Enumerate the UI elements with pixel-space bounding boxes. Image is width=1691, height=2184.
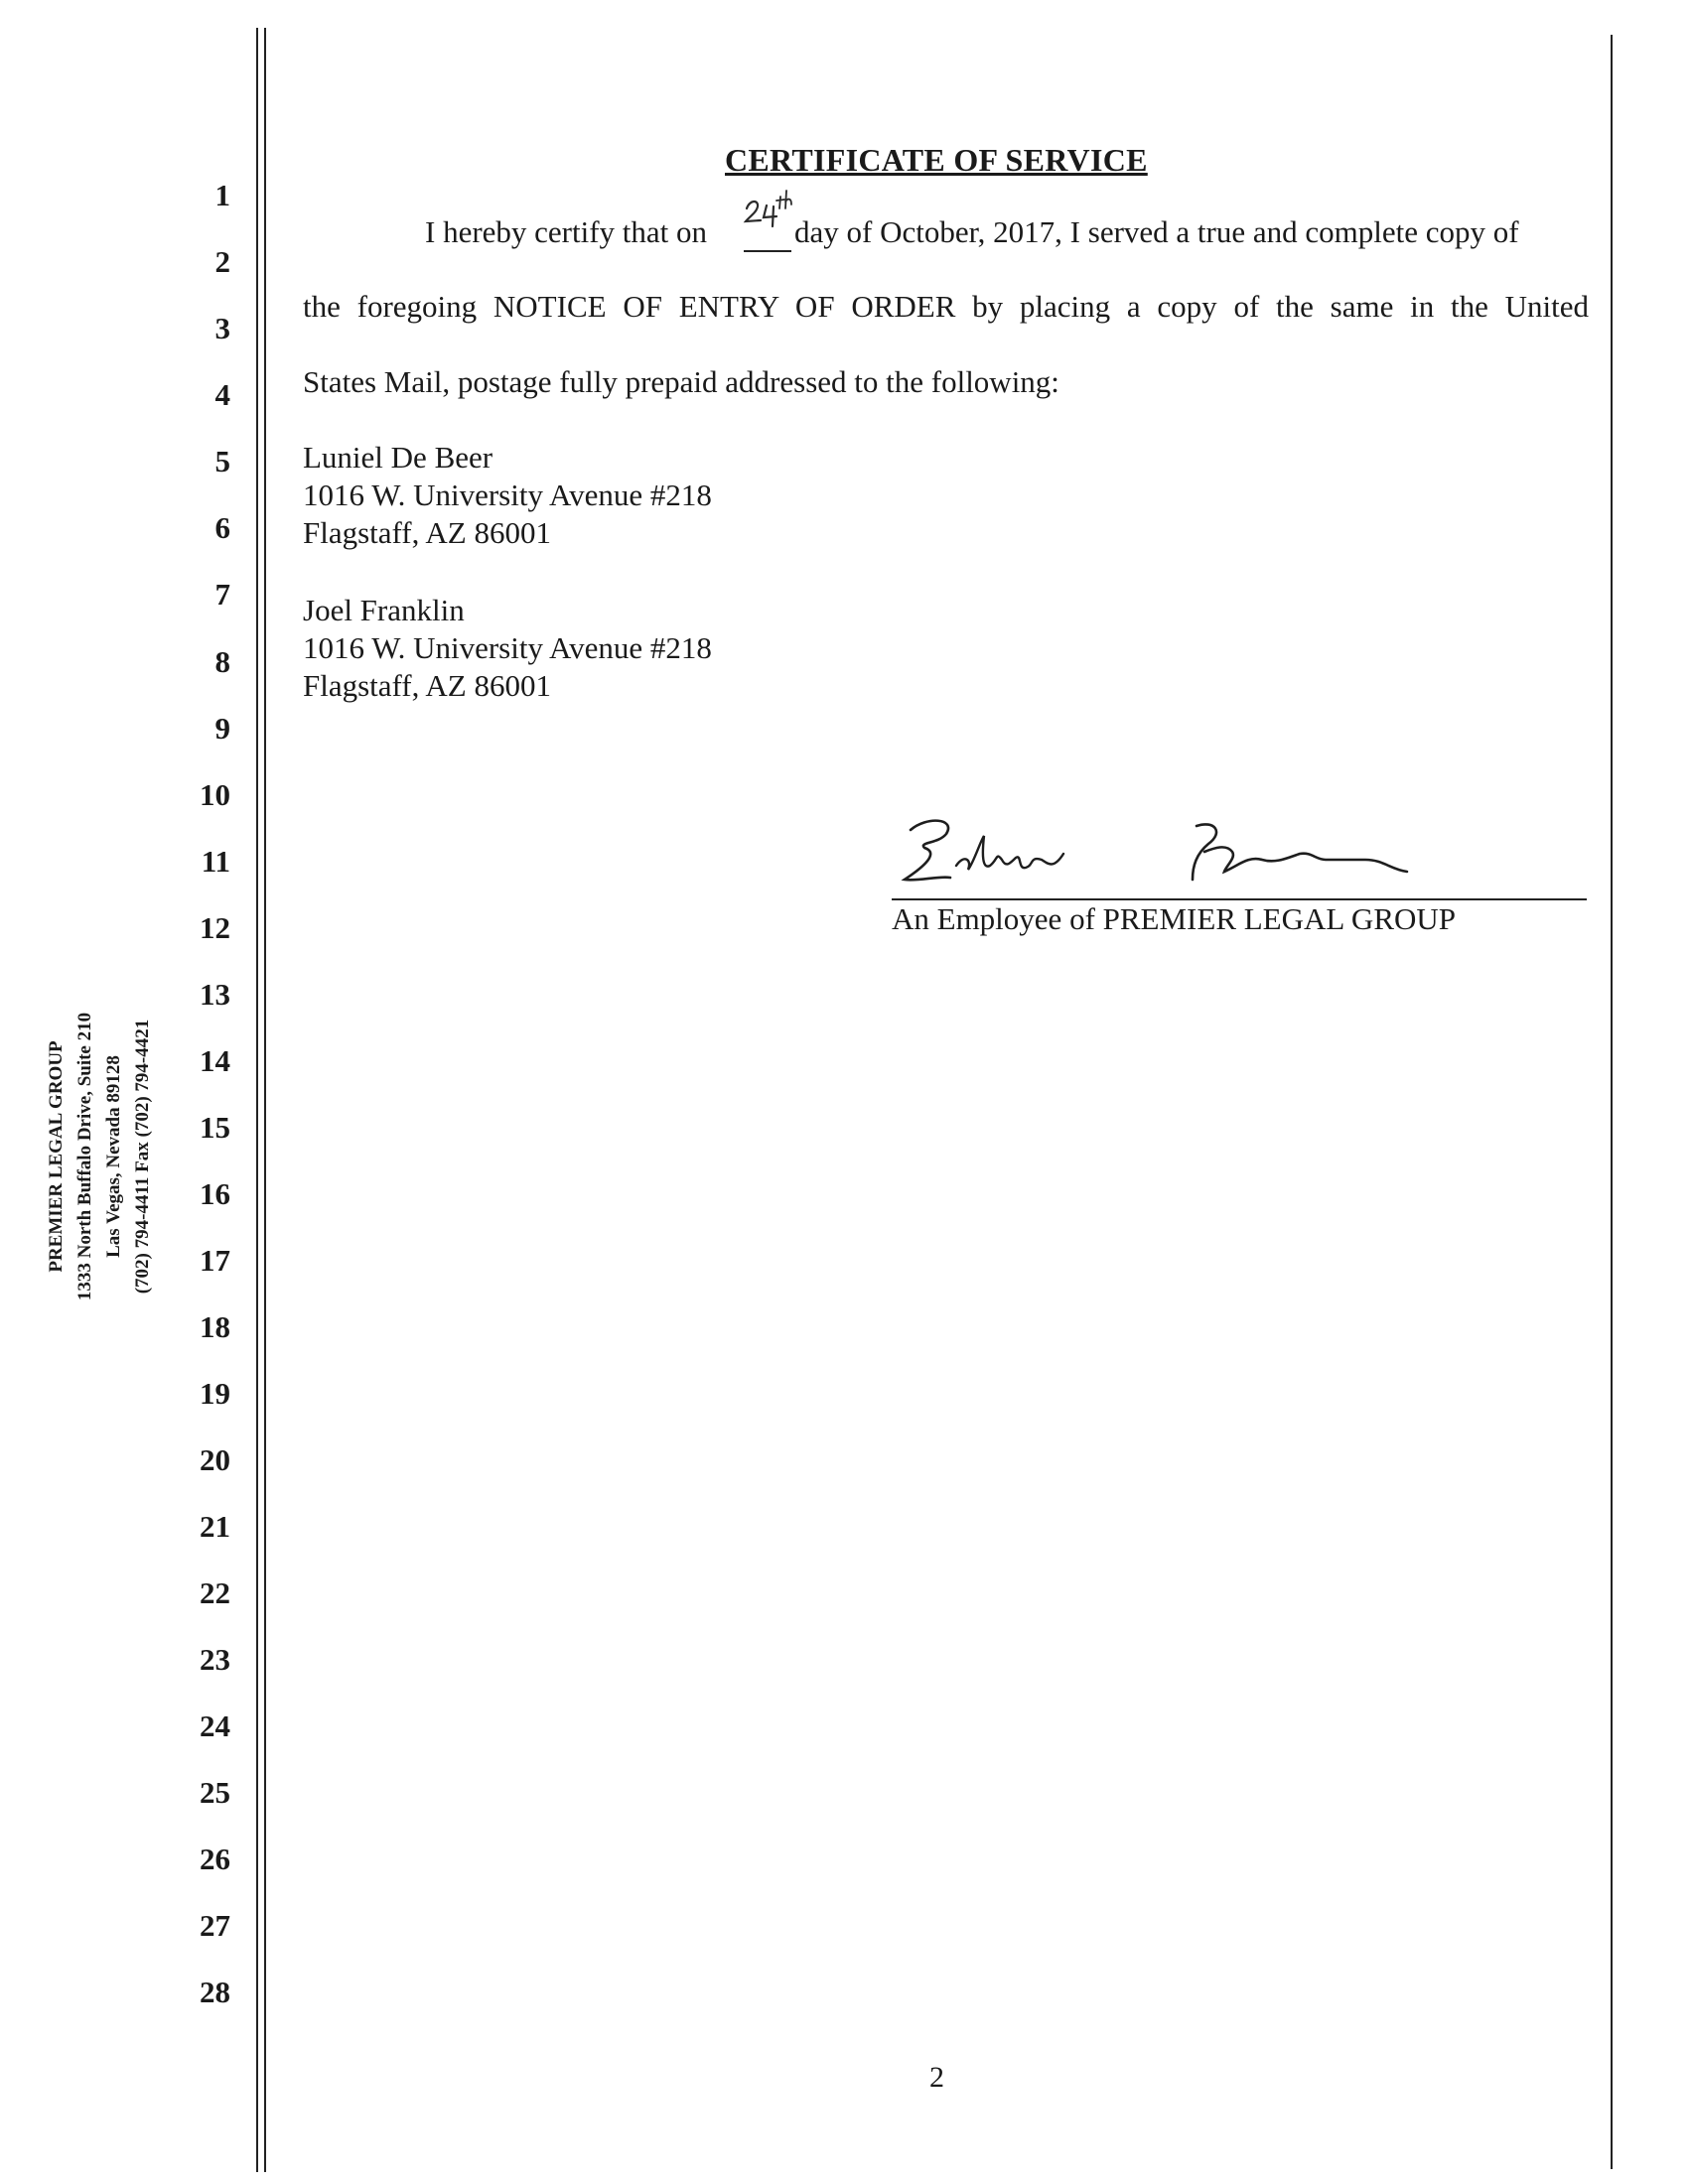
line-number: 26 (200, 1842, 230, 1876)
signature-caption: An Employee of PREMIER LEGAL GROUP (892, 901, 1457, 936)
firm-sidebar (42, 993, 191, 1320)
line-number: 16 (200, 1176, 230, 1211)
line-number: 3 (214, 311, 230, 345)
left-margin-rule-inner (264, 28, 266, 2172)
line-number: 2 (214, 244, 230, 279)
line-number: 17 (200, 1243, 230, 1278)
recipient-street: 1016 W. University Avenue #218 (303, 630, 712, 665)
line-number: 8 (214, 644, 230, 679)
line-number: 25 (200, 1775, 230, 1810)
line-number: 23 (200, 1642, 230, 1677)
line-number: 7 (214, 577, 230, 612)
recipient-name: Joel Franklin (303, 593, 465, 627)
line-number: 11 (201, 844, 230, 879)
left-margin-rule-outer (256, 28, 258, 2172)
line-number: 15 (200, 1110, 230, 1145)
line-number: 6 (214, 510, 230, 545)
line-number: 12 (200, 910, 230, 945)
recipient-block (303, 439, 712, 552)
date-blank-underline (744, 250, 791, 252)
page-number: 2 (929, 2061, 944, 2094)
certify-line-3: States Mail, postage fully prepaid addressed to the following: (303, 364, 1059, 399)
recipient-street: 1016 W. University Avenue #218 (303, 478, 712, 512)
handwritten-day (743, 185, 794, 232)
firm-name: PREMIER LEGAL GROUP (46, 1040, 67, 1273)
line-number: 14 (200, 1043, 230, 1078)
line-number: 9 (214, 711, 230, 746)
certify-intro: I hereby certify that on (425, 214, 708, 249)
firm-phone-fax: (702) 794-4411 Fax (702) 794-4421 (132, 1019, 153, 1295)
certificate-title: CERTIFICATE OF SERVICE (725, 142, 1148, 178)
certify-date-text: day of October, 2017, I served a true and complete copy of (794, 214, 1519, 249)
line-number: 21 (200, 1509, 230, 1544)
line-number: 5 (214, 444, 230, 478)
recipient-name: Luniel De Beer (303, 440, 493, 475)
line-number: 20 (200, 1442, 230, 1477)
firm-address-line2: Las Vegas, Nevada 89128 (103, 1055, 124, 1258)
firm-address-line1: 1333 North Buffalo Drive, Suite 210 (74, 1012, 95, 1301)
line-number: 1 (214, 178, 230, 212)
recipient-city: Flagstaff, AZ 86001 (303, 668, 551, 703)
signature-line (892, 898, 1587, 900)
line-number: 4 (214, 377, 230, 412)
line-number: 24 (200, 1708, 230, 1743)
right-margin-rule (1611, 35, 1613, 2169)
certify-line-2: the foregoing NOTICE OF ENTRY OF ORDER by placing a copy of the same in the United (303, 289, 1589, 324)
line-number: 28 (200, 1975, 230, 2009)
line-number: 13 (200, 977, 230, 1012)
recipient-block (303, 592, 712, 705)
line-number: 19 (200, 1376, 230, 1411)
line-number: 22 (200, 1575, 230, 1610)
recipient-city: Flagstaff, AZ 86001 (303, 515, 551, 550)
line-number: 10 (200, 777, 230, 812)
line-number: 27 (200, 1908, 230, 1943)
line-number: 18 (200, 1309, 230, 1344)
